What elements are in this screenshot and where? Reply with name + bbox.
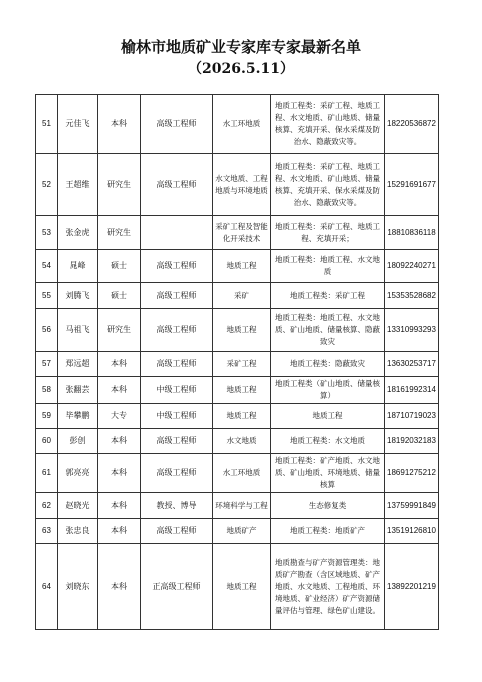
expert-education: 研究生 [98,216,141,250]
expert-title: 教授、博导 [141,493,213,519]
expert-specialty: 地质工程类：采矿工程、地质工程、水文地质、矿山地质、储量核算、充填开采、保水采煤及防治水、隐蔽致灾等。 [271,154,385,216]
expert-specialty: 生态修复类 [271,493,385,519]
expert-name: 张翻芸 [58,377,98,404]
expert-major: 水文地质、工程地质与环境地质 [213,154,271,216]
expert-name: 郑远超 [58,352,98,377]
expert-major: 地质工程 [213,544,271,630]
table-row [36,216,439,250]
expert-phone: 18161992314 [385,377,439,404]
document-date: （2026.5.11） [188,61,294,77]
expert-major: 水文地质 [213,429,271,454]
expert-name: 马祖飞 [58,309,98,352]
expert-education: 研究生 [98,154,141,216]
expert-name: 元佳飞 [58,95,98,154]
expert-name: 张金虎 [58,216,98,250]
expert-name: 刘腾飞 [58,283,98,309]
expert-number: 61 [36,454,58,493]
expert-number: 60 [36,429,58,454]
expert-number: 59 [36,404,58,429]
expert-title: 高级工程师 [141,309,213,352]
expert-specialty: 地质工程类：矿产地质、水文地质、矿山地质、环境地质、储量核算 [271,454,385,493]
expert-education: 本科 [98,519,141,544]
table-row [36,309,439,352]
expert-specialty: 地质工程 [271,404,385,429]
expert-name: 张忠良 [58,519,98,544]
expert-major: 采矿工程 [213,352,271,377]
expert-phone: 13892201219 [385,544,439,630]
expert-name: 赵晓光 [58,493,98,519]
expert-phone: 18092240271 [385,250,439,283]
expert-number: 62 [36,493,58,519]
expert-title: 高级工程师 [141,154,213,216]
expert-education: 本科 [98,429,141,454]
expert-specialty: 地质工程类：隐蔽致灾 [271,352,385,377]
table-row [36,377,439,404]
expert-education: 大专 [98,404,141,429]
expert-number: 54 [36,250,58,283]
expert-phone: 13519126810 [385,519,439,544]
expert-title: 高级工程师 [141,95,213,154]
table-row [36,250,439,283]
expert-number: 63 [36,519,58,544]
document-title: 榆林市地质矿业专家库专家最新名单 [120,38,361,56]
expert-education: 本科 [98,95,141,154]
expert-name: 毕攀鹏 [58,404,98,429]
expert-specialty: 地质工程类：地质工程、水文地质、矿山地质、储量核算、隐蔽致灾 [271,309,385,352]
expert-phone: 13630253717 [385,352,439,377]
expert-title: 高级工程师 [141,519,213,544]
expert-specialty: 地质工程类：水文地质 [271,429,385,454]
expert-education: 本科 [98,493,141,519]
expert-title [141,216,213,250]
expert-number: 58 [36,377,58,404]
expert-phone: 18710719023 [385,404,439,429]
expert-phone: 15291691677 [385,154,439,216]
expert-specialty: 地质工程类：采矿工程、地质工程、充填开采； [271,216,385,250]
expert-specialty: 地质工程类（矿山地质、储量核算） [271,377,385,404]
expert-major: 采矿 [213,283,271,309]
expert-title: 中级工程师 [141,377,213,404]
table-row [36,404,439,429]
expert-education: 本科 [98,454,141,493]
expert-table [35,94,439,630]
expert-number: 57 [36,352,58,377]
table-row [36,154,439,216]
expert-major: 采矿工程及智能化开采技术 [213,216,271,250]
expert-major: 地质工程 [213,404,271,429]
table-row [36,544,439,630]
expert-title: 正高级工程师 [141,544,213,630]
expert-specialty: 地质工程类：采矿工程、地质工程、水文地质、矿山地质、储量核算、充填开采、保水采煤及防治水、隐蔽致灾等。 [271,95,385,154]
expert-education: 本科 [98,377,141,404]
expert-phone: 18691275212 [385,454,439,493]
expert-education: 硕士 [98,283,141,309]
expert-number: 53 [36,216,58,250]
expert-major: 地质工程 [213,377,271,404]
expert-number: 64 [36,544,58,630]
table-row [36,352,439,377]
expert-name: 晁峰 [58,250,98,283]
expert-phone: 15353528682 [385,283,439,309]
expert-number: 56 [36,309,58,352]
expert-title: 高级工程师 [141,250,213,283]
expert-title: 高级工程师 [141,352,213,377]
expert-name: 王超维 [58,154,98,216]
expert-phone: 13759991849 [385,493,439,519]
table-row [36,283,439,309]
expert-number: 51 [36,95,58,154]
expert-phone: 18192032183 [385,429,439,454]
expert-name: 彭创 [58,429,98,454]
expert-phone: 13310993293 [385,309,439,352]
expert-major: 环境科学与工程 [213,493,271,519]
expert-number: 55 [36,283,58,309]
expert-title: 高级工程师 [141,283,213,309]
expert-major: 水工环地质 [213,95,271,154]
expert-phone: 18810836118 [385,216,439,250]
expert-phone: 18220536872 [385,95,439,154]
expert-title: 高级工程师 [141,454,213,493]
table-row [36,95,439,154]
expert-name: 郭亮亮 [58,454,98,493]
expert-specialty: 地质工程类：地质工程、水文地质 [271,250,385,283]
table-row [36,429,439,454]
expert-specialty: 地质工程类：采矿工程 [271,283,385,309]
expert-title: 中级工程师 [141,404,213,429]
expert-title: 高级工程师 [141,429,213,454]
expert-major: 地质矿产 [213,519,271,544]
table-row [36,454,439,493]
expert-education: 本科 [98,544,141,630]
table-row [36,493,439,519]
expert-specialty: 地质勘查与矿产资源管理类：地质矿产勘查（含区域地质、矿产地质、水文地质、工程地质、环境地质、矿业经济）矿产资源储量评估与管理、绿色矿山建设。 [271,544,385,630]
expert-specialty: 地质工程类：地质矿产 [271,519,385,544]
expert-major: 地质工程 [213,309,271,352]
expert-major: 地质工程 [213,250,271,283]
expert-education: 研究生 [98,309,141,352]
expert-name: 刘晓东 [58,544,98,630]
expert-education: 本科 [98,352,141,377]
expert-number: 52 [36,154,58,216]
table-row [36,519,439,544]
expert-major: 水工环地质 [213,454,271,493]
expert-education: 硕士 [98,250,141,283]
